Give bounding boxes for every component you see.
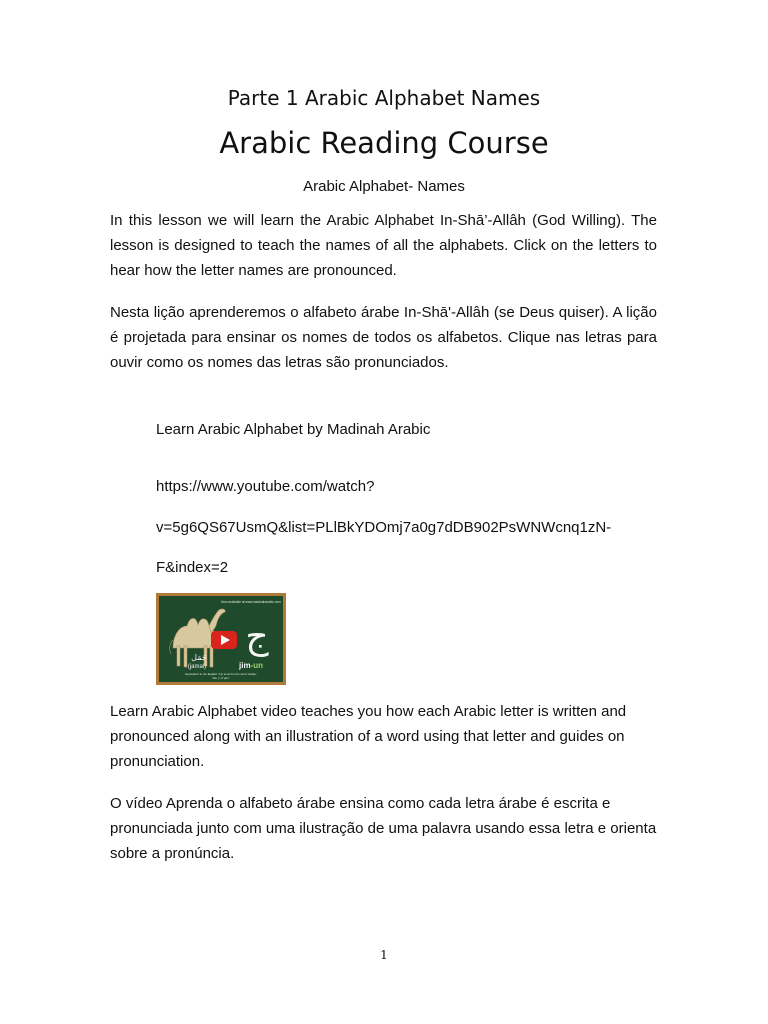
- thumbnail-caption-top: Now available at www.madinaharabic.com: [221, 600, 281, 604]
- thumbnail-letter-name-suffix: -un: [250, 661, 263, 670]
- description-paragraph-pt: O vídeo Aprenda o alfabeto árabe ensina como cada letra árabe é escrita e pronunciada junto com uma ilustração de uma palavra usando essa letra e orienta sobre a pronúncia.: [110, 795, 657, 862]
- intro-paragraph-en: In this lesson we will learn the Arabic Alphabet In-Shā’-Allâh (God Willing). The lesson is designed to teach the names of all the alphabets. Click on the letters to hear how the letter names are pronounced.: [110, 212, 657, 279]
- subtitle: Arabic Alphabet- Names: [303, 178, 465, 195]
- part-heading: Parte 1 Arabic Alphabet Names: [227, 86, 541, 110]
- thumbnail-word-arabic: جَمَل: [191, 653, 207, 662]
- thumbnail-letter: ج: [245, 616, 269, 657]
- play-icon[interactable]: [211, 631, 237, 649]
- thumbnail-letter-name: [238, 661, 263, 670]
- thumbnail-caption-bottom-2: like 'j' of 'jam': [212, 676, 230, 680]
- video-link-line-1[interactable]: https://www.youtube.com/watch?: [156, 478, 375, 495]
- thumbnail-letter-name-prefix: jim: [239, 661, 251, 670]
- page-number: 1: [380, 948, 388, 962]
- video-link-line-3[interactable]: F&index=2: [156, 559, 229, 576]
- description-paragraph-en: Learn Arabic Alphabet video teaches you how each Arabic letter is written and pronounced along with an illustration of a word using that letter and guides on pronunciation.: [110, 703, 627, 770]
- video-thumbnail[interactable]: [156, 593, 286, 685]
- page-title: Arabic Reading Course: [219, 126, 549, 160]
- intro-paragraph-pt: Nesta lição aprenderemos o alfabeto árabe In-Shā'-Allâh (se Deus quiser). A lição é projetada para ensinar os nomes de todos os alfabetos. Clique nas letras para ouvir como os nomes das letras são pronunciados.: [110, 304, 657, 371]
- thumbnail-word-translit: (jamal): [187, 664, 207, 670]
- video-title: Learn Arabic Alphabet by Madinah Arabic: [156, 421, 431, 438]
- thumbnail-caption-bottom-1: Equivalent to the English 'J/g' sound in the word 'dodge': [185, 672, 257, 676]
- video-link-line-2[interactable]: v=5g6QS67UsmQ&list=PLlBkYDOmj7a0g7dDB902PsWNWcnq1zN-: [156, 519, 612, 536]
